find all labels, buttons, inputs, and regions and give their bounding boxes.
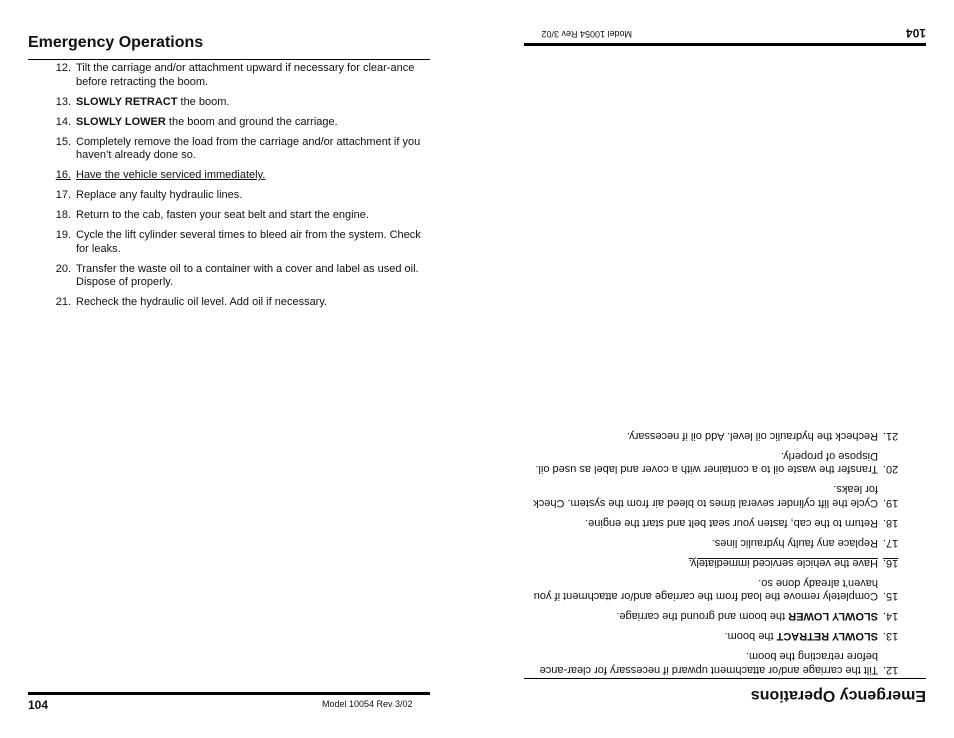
page-number: 104 (28, 698, 49, 712)
step-number: 17. (55, 189, 71, 201)
list-item (526, 536, 926, 550)
step-text: the boom. (177, 95, 230, 108)
step-number: 12. (55, 62, 71, 74)
step-number: 15. (55, 135, 71, 148)
page-title: Emergency Operations (750, 687, 926, 704)
step-text: Completely remove the load from the carriage and/or attachment if you haven’t already done so. (533, 577, 878, 603)
step-number: 20. (55, 262, 71, 275)
step-number: 15. (883, 590, 899, 603)
step-text: the boom. (724, 630, 777, 643)
step-number: 13. (55, 95, 71, 108)
step-number: 20. (883, 463, 899, 476)
step-text: Completely remove the load from the carriage and/or attachment if you haven’t already done so. (76, 135, 421, 161)
step-text: Replace any faulty hydraulic lines. (711, 537, 878, 549)
step-text: Recheck the hydraulic oil level. Add oil if necessary. (76, 296, 328, 308)
step-emphasis: SLOWLY LOWER (76, 115, 166, 128)
step-text: Return to the cab, fasten your seat belt and start the engine. (585, 517, 878, 529)
title-divider (524, 678, 926, 679)
step-emphasis: SLOWLY LOWER (788, 610, 878, 623)
step-number: 16. (55, 169, 71, 181)
step-text: Cycle the lift cylinder several times to bleed air from the system. Check for leaks. (533, 483, 878, 509)
model-revision: Model 10054 Rev 3/02 (322, 699, 413, 709)
step-number: 13. (883, 630, 899, 643)
step-number: 19. (883, 497, 899, 509)
step-text-container (71, 116, 428, 130)
step-number: 17. (883, 537, 899, 549)
step-emphasis: SLOWLY RETRACT (76, 95, 178, 108)
list-item (28, 189, 428, 203)
right-page-inverted (477, 0, 954, 738)
step-text-container (526, 609, 883, 623)
title-divider (28, 59, 430, 60)
list-item (526, 576, 926, 603)
step-text: Tilt the carriage and/or attachment upward if necessary for clear-ance before retracting the boom. (539, 650, 878, 676)
step-text-container (526, 629, 883, 643)
step-text: Have the vehicle serviced immediately. (76, 169, 266, 181)
list-item (526, 429, 926, 443)
step-text-container (71, 96, 428, 110)
footer-divider (524, 43, 926, 46)
step-text: the boom and ground the carriage. (165, 115, 338, 128)
step-number: 21. (55, 296, 71, 308)
step-text: Recheck the hydraulic oil level. Add oil if necessary. (626, 430, 878, 442)
list-item (28, 229, 428, 256)
step-text: Have the vehicle serviced immediately. (688, 557, 878, 569)
list-item (28, 263, 428, 290)
page-number: 104 (905, 26, 926, 40)
list-item (526, 609, 926, 623)
step-text: Return to the cab, fasten your seat belt and start the engine. (76, 209, 369, 221)
step-number: 18. (883, 517, 899, 529)
list-item (526, 649, 926, 676)
list-item (526, 449, 926, 476)
step-text: Cycle the lift cylinder several times to bleed air from the system. Check for leaks. (76, 229, 421, 255)
step-number: 21. (883, 430, 899, 442)
list-item (28, 209, 428, 223)
step-text: Transfer the waste oil to a container with a cover and label as used oil. Dispose of properly. (76, 262, 419, 288)
footer-divider (28, 692, 430, 695)
list-item (28, 169, 428, 183)
steps-list (526, 422, 926, 676)
list-item (28, 62, 428, 89)
page-title: Emergency Operations (28, 34, 204, 51)
list-item (526, 629, 926, 643)
list-item (526, 482, 926, 509)
step-number: 14. (883, 610, 899, 623)
step-number: 16. (883, 557, 899, 569)
step-number: 12. (883, 664, 899, 676)
list-item (526, 516, 926, 530)
list-item (28, 296, 428, 310)
model-revision: Model 10054 Rev 3/02 (541, 29, 632, 39)
step-number: 18. (55, 209, 71, 221)
step-emphasis: SLOWLY RETRACT (776, 630, 878, 643)
list-item (28, 116, 428, 130)
step-number: 14. (55, 115, 71, 128)
step-number: 19. (55, 229, 71, 241)
step-text: the boom and ground the carriage. (616, 610, 789, 623)
steps-list (28, 62, 428, 316)
step-text: Tilt the carriage and/or attachment upward if necessary for clear-ance before retracting the boom. (76, 62, 415, 88)
step-text: Transfer the waste oil to a container with a cover and label as used oil. Dispose of properly. (535, 450, 878, 476)
list-item (28, 136, 428, 163)
list-item (526, 556, 926, 570)
list-item (28, 96, 428, 110)
step-text: Replace any faulty hydraulic lines. (76, 189, 243, 201)
